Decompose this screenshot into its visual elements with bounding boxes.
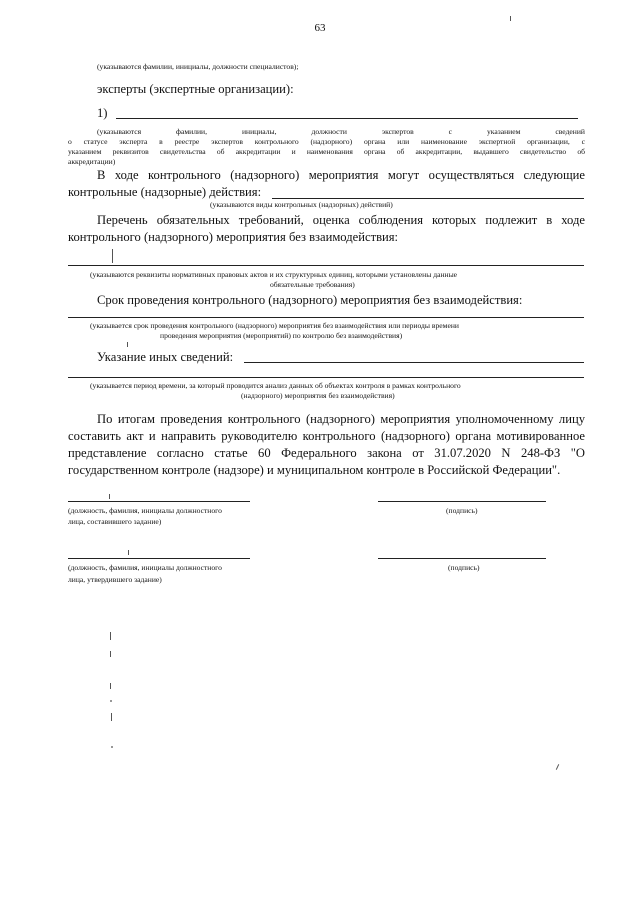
actions-line2: контрольные (надзорные) действия:: [68, 185, 262, 199]
other-note-line2: (надзорного) мероприятия без взаимодействия): [241, 391, 395, 400]
specialists-note: (указываются фамилии, инициалы, должности специалистов);: [97, 62, 299, 71]
sig2-signature-line: [378, 558, 546, 559]
term-note-line1: (указывается срок проведения контрольного (надзорного) мероприятия без взаимодействия или периоды времени: [90, 321, 459, 330]
scan-mark: [127, 342, 128, 347]
experts-item-number: 1): [97, 106, 108, 120]
conclusion-line4: государственном контроле (надзоре) и муниципальном контроле в Российской Федерации".: [68, 463, 561, 477]
scan-mark: [110, 651, 111, 657]
term-heading: Срок проведения контрольного (надзорного) мероприятия без взаимодействия:: [97, 293, 523, 307]
requirements-fill-line: [68, 265, 584, 266]
requirements-line1: Перечень обязательных требований, оценка соблюдения которых подлежит в ходе: [97, 213, 585, 227]
conclusion-line1: По итогам проведения контрольного (надзорного) мероприятия уполномоченному лицу: [97, 412, 585, 426]
scan-mark: [112, 249, 113, 263]
scan-mark: [110, 683, 111, 689]
sig1-position-line1: (должность, фамилия, инициалы должностного: [68, 506, 222, 515]
conclusion-line3: представление согласно статье 60 Федерального закона от 31.07.2020 N 248-ФЗ "О: [68, 446, 585, 460]
scan-mark: [110, 632, 111, 640]
scan-mark: [109, 494, 110, 499]
scan-mark: [510, 16, 511, 21]
experts-heading: эксперты (экспертные организации):: [97, 82, 294, 96]
experts-note-line3: указанием реквизитов свидетельства об аккредитации и наименования органа об аккредитации, выдавшего свидетельство об: [68, 147, 585, 156]
term-fill-line: [68, 317, 584, 318]
scan-mark: [128, 550, 129, 555]
requirements-line2: контрольного (надзорного) мероприятия без взаимодействия:: [68, 230, 399, 244]
scan-mark: [556, 764, 559, 770]
scan-dot: [110, 700, 112, 702]
other-info-label: Указание иных сведений:: [97, 350, 234, 364]
sig1-signature: (подпись): [446, 506, 478, 515]
scan-dot: [111, 746, 113, 748]
actions-line1: В ходе контрольного (надзорного) мероприятия могут осуществляться следующие: [97, 168, 585, 182]
actions-note: (указываются виды контрольных (надзорных) действий): [210, 200, 393, 209]
sig2-position-line: [68, 558, 250, 559]
term-note-line2: проведения мероприятия (мероприятий) по контролю без взаимодействия): [160, 331, 403, 340]
sig2-position-line2: лица, утвердившего задание): [68, 575, 162, 584]
sig2-position-line1: (должность, фамилия, инициалы должностного: [68, 563, 222, 572]
sig1-position-line2: лица, составившего задание): [68, 517, 162, 526]
requirements-note-line1: (указываются реквизиты нормативных правовых актов и их структурных единиц, которыми установлены данные: [90, 270, 458, 279]
other-note-line1: (указывается период времени, за который проводится анализ данных об объектах контроля в рамках контрольного: [90, 381, 461, 390]
sig2-signature: (подпись): [448, 563, 480, 572]
experts-note-line2: о статусе эксперта в реестре экспертов контрольного (надзорного) органа или наименование экспертной организации, с: [68, 137, 585, 146]
experts-note-line1: (указываются фамилии, инициалы, должности экспертов с указанием сведений: [97, 127, 585, 136]
requirements-note-line2: обязательные требования): [270, 280, 355, 289]
scan-mark: [111, 713, 112, 721]
other-info-fill-line: [244, 362, 584, 363]
experts-fill-line: [116, 118, 578, 119]
experts-note-line4: аккредитации): [68, 157, 116, 166]
sig1-signature-line: [378, 501, 546, 502]
other-info-fill-line-2: [68, 377, 584, 378]
conclusion-line2: составить акт и направить руководителю контрольного (надзорного) органа мотивированное: [68, 429, 585, 443]
page-number: 63: [314, 22, 326, 34]
sig1-position-line: [68, 501, 250, 502]
actions-fill-line: [272, 198, 584, 199]
